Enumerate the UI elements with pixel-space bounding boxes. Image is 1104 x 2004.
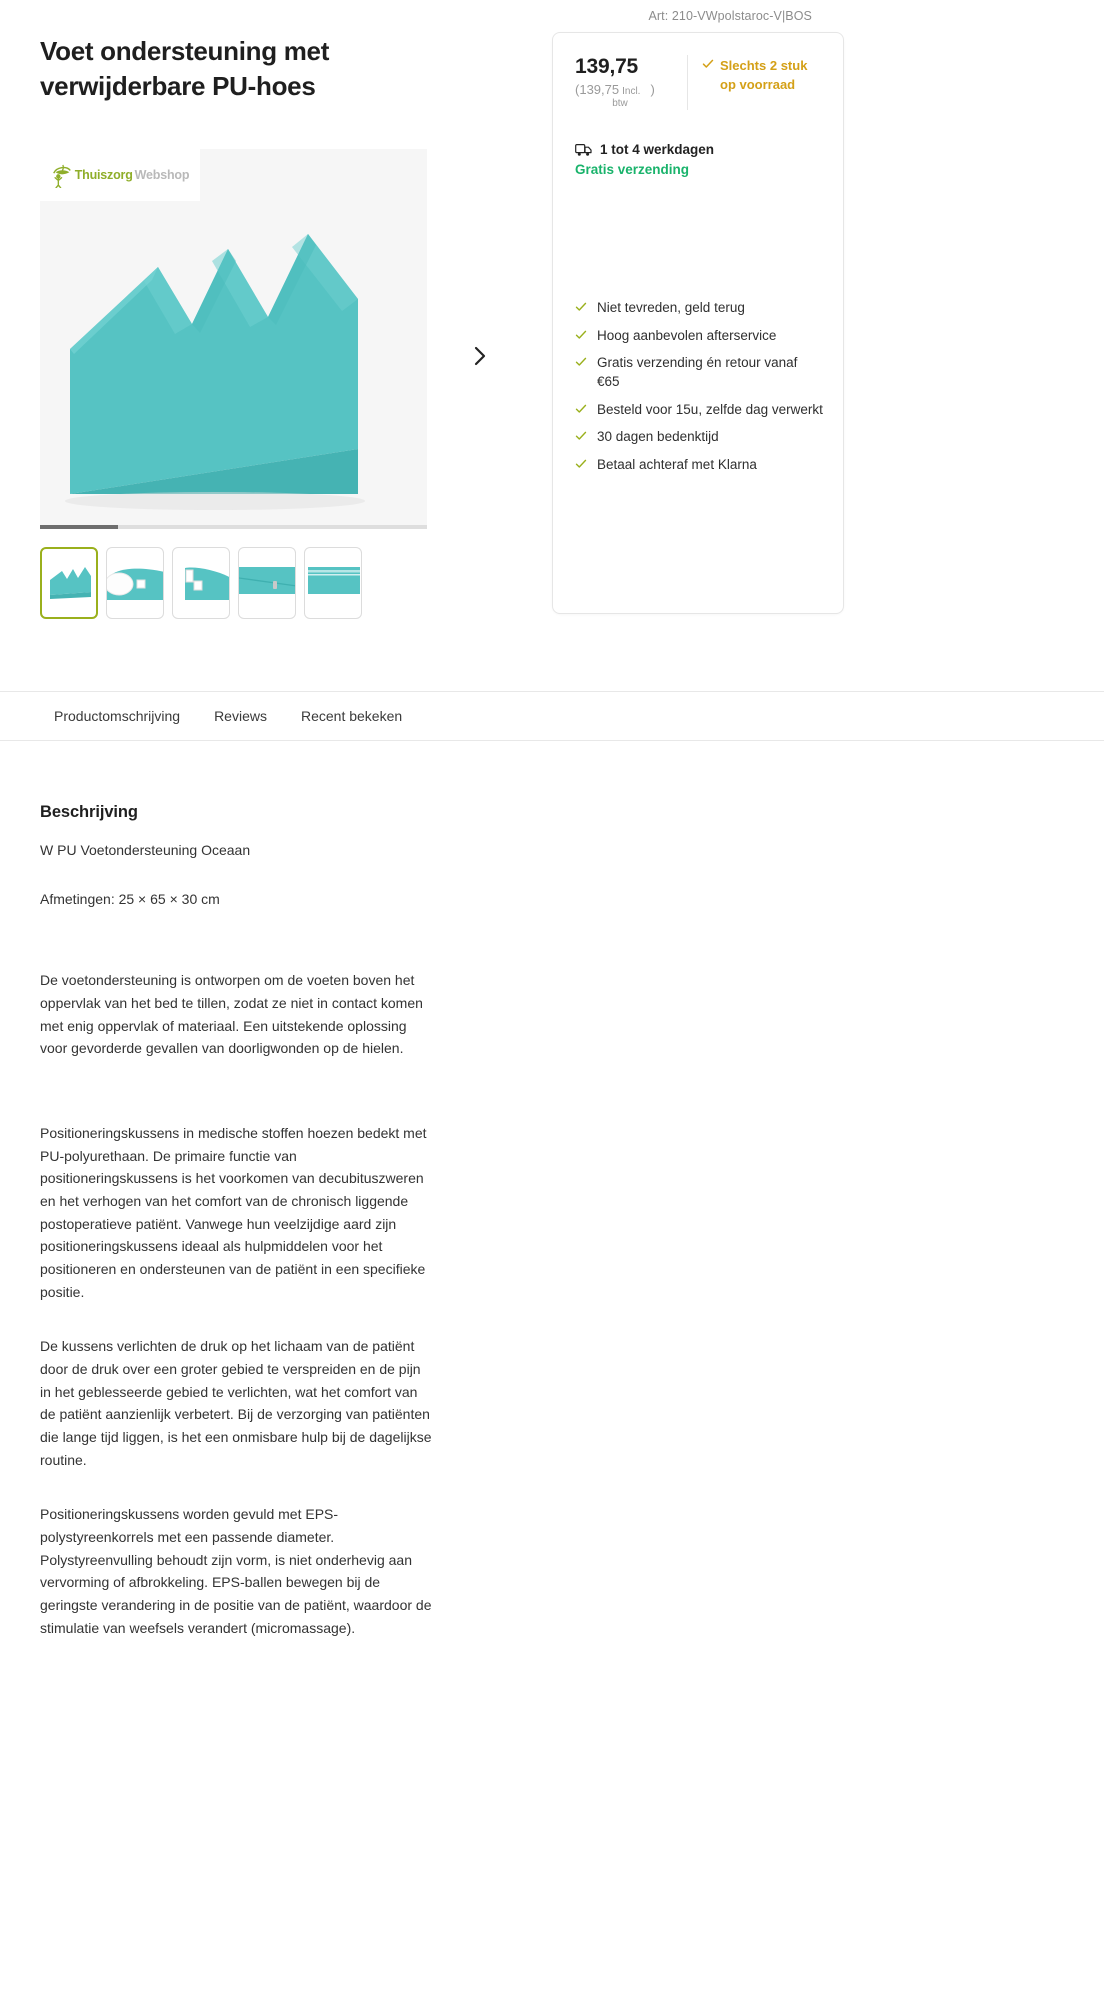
thumbnail-2[interactable]	[106, 547, 164, 619]
product-tabs	[0, 691, 1104, 741]
price-incl-value: 139,75	[579, 82, 620, 98]
price-incl-vat	[575, 82, 679, 110]
price-divider	[687, 55, 688, 110]
stock-text: Slechts 2 stuk op voorraad	[720, 58, 808, 92]
description-paragraph-1: De voetondersteuning is ontworpen om de voeten boven het oppervlak van het bed te tillen, zodat ze niet in contact komen met enig oppervlak of materiaal. Een uitstekende oplossing voor gevorderde gevallen van doorligwonden op de hielen.	[40, 972, 423, 1057]
usp-label: Niet tevreden, geld terug	[597, 300, 745, 316]
delivery-time-row	[575, 142, 823, 157]
thumb-fabric-icon	[305, 548, 362, 619]
description-paragraph-2: Positioneringskussens in medische stoffen hoezen bedekt met PU-polyurethaan. De primaire functie van positioneringskussens is het voorkomen van decubituszweren en het verhogen van het comfort van de chronisch liggende postoperatieve patiënt. Vanwege hun veelzijdige aard zijn positioneringskussens ideaal als hulpmiddelen voor het positioneren en ondersteunen van de patiënt in een specifieke positie.	[40, 1124, 427, 1300]
thumbnail-1[interactable]	[40, 547, 98, 619]
usp-item	[575, 354, 823, 391]
tab-recent-bekeken[interactable]: Recent bekeken	[300, 708, 403, 725]
usp-item	[575, 428, 823, 447]
description-section	[0, 741, 470, 1679]
check-icon	[702, 58, 714, 70]
price-value: 139,75	[575, 55, 639, 78]
check-icon	[575, 356, 587, 368]
thumb-zipper-icon	[239, 548, 296, 619]
watermark-logo	[40, 149, 200, 201]
tab-productomschrijving[interactable]: Productomschrijving	[54, 708, 181, 725]
thumbnail-5[interactable]	[304, 547, 362, 619]
description-paragraph-4: Positioneringskussens worden gevuld met EPS-polystyreenkorrels met een passende diameter. Polystyreenvulling behoudt zijn vorm, is niet onderhevig aan vervorming of afbrokkeling. EPS-ballen bewegen bij de geringste verandering in de positie van de patiënt, waardoor de stimulatie van weefsels verandert (micromassage).	[40, 1506, 432, 1636]
article-number-bar	[0, 0, 1104, 32]
product-main	[0, 32, 1104, 619]
chevron-right-icon	[474, 346, 487, 366]
article-number: Art: 210-VWpolstaroc-V|BOS	[648, 9, 812, 23]
usp-item	[575, 456, 823, 475]
gallery-thumbnails	[40, 547, 520, 619]
stock-status	[702, 55, 823, 95]
check-icon	[575, 430, 587, 442]
price-row	[575, 55, 823, 110]
check-icon	[575, 458, 587, 470]
watermark-suffix: Webshop	[134, 168, 190, 183]
description-lead: W PU Voetondersteuning Oceaan	[40, 842, 251, 859]
truck-icon	[575, 143, 592, 157]
usp-item	[575, 327, 823, 346]
usp-item	[575, 299, 823, 318]
check-icon	[575, 329, 587, 341]
incl-label: Incl.	[622, 86, 641, 98]
page-title: Voet ondersteuning met verwijderbare PU-hoes	[40, 36, 330, 101]
delivery-block	[575, 142, 823, 177]
product-right-column	[520, 32, 1104, 614]
delivery-time-text: 1 tot 4 werkdagen	[600, 142, 715, 158]
thumb-front-view-icon	[42, 549, 98, 619]
description-paragraph-3: De kussens verlichten de druk op het lichaam van de patiënt door de druk over een groter gebied te verspreiden en de pijn in het geblesseerde gebied te verlichten, wat het comfort van de patiënt aanzienlijk verbetert. Bij de verzorging van patiënten die lange tijd liggen, is het een onmisbare hulp bij de dagelijkse routine.	[40, 1338, 432, 1468]
paren-close: )	[650, 82, 655, 98]
thuiszorg-leaf-icon	[51, 162, 73, 188]
product-gallery	[40, 149, 465, 529]
usp-label: Besteld voor 15u, zelfde dag verwerkt	[597, 401, 823, 417]
usp-list	[575, 299, 823, 474]
usp-label: 30 dagen bedenktijd	[597, 429, 719, 445]
usp-label: Betaal achteraf met Klarna	[597, 456, 757, 472]
product-image-foot-support	[40, 149, 427, 529]
gallery-main-image[interactable]	[40, 149, 427, 529]
usp-label: Hoog aanbevolen afterservice	[597, 327, 777, 343]
free-shipping-text: Gratis verzending	[575, 162, 690, 178]
thumb-with-pillow-icon	[107, 548, 164, 619]
paren-open: (	[575, 82, 580, 98]
gallery-next-button[interactable]	[467, 343, 493, 369]
description-dimensions: Afmetingen: 25 × 65 × 30 cm	[40, 891, 220, 908]
gallery-scrollbar-track[interactable]	[40, 525, 427, 529]
watermark-brand: Thuiszorg	[74, 168, 133, 183]
purchase-info-card	[552, 32, 844, 614]
thumbnail-4[interactable]	[238, 547, 296, 619]
btw-label: btw	[612, 97, 628, 109]
usp-item	[575, 401, 823, 420]
gallery-scrollbar-thumb[interactable]	[40, 525, 118, 529]
thumb-detail-strap-icon	[173, 548, 230, 619]
check-icon	[575, 301, 587, 313]
product-left-column	[0, 32, 520, 619]
thumbnail-3[interactable]	[172, 547, 230, 619]
tab-reviews[interactable]: Reviews	[214, 708, 267, 725]
check-icon	[575, 403, 587, 415]
price-block	[575, 55, 687, 110]
description-heading: Beschrijving	[40, 803, 138, 822]
usp-label: Gratis verzending én retour vanaf €65	[597, 355, 798, 389]
